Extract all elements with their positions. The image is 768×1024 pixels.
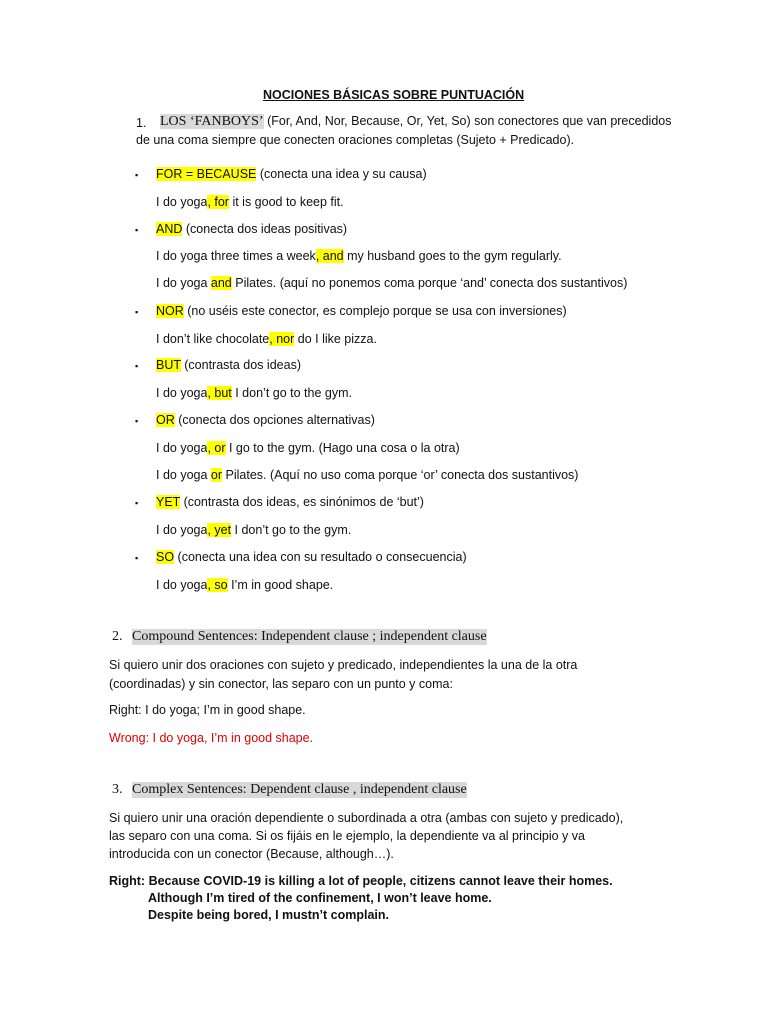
keyword-but: BUT xyxy=(156,358,181,372)
item-desc: (conecta dos opciones alternativas) xyxy=(174,413,375,427)
list-item-nor xyxy=(156,304,567,318)
example-highlight: , nor xyxy=(269,332,295,346)
section3-paragraph-line2: las separo con una coma. Si os fijáis en le ejemplo, la dependiente va al principio y va xyxy=(109,829,585,843)
bullet-icon: ▪ xyxy=(135,416,139,426)
example-or-1 xyxy=(156,441,460,455)
section1-intro-rest: (For, And, Nor, Because, Or, Yet, So) son conectores que van precedidos xyxy=(263,114,672,128)
list-item-so xyxy=(156,550,467,564)
example-highlight: or xyxy=(210,468,223,482)
example-text: my husband goes to the gym regularly. xyxy=(343,249,562,263)
item-desc: (no uséis este conector, es complejo porque se usa con inversiones) xyxy=(183,304,567,318)
example-highlight: , or xyxy=(207,441,226,455)
example-highlight: , and xyxy=(315,249,344,263)
section3-number: 3. xyxy=(112,782,123,797)
bullet-icon: ▪ xyxy=(135,553,139,563)
section1-number: 1. xyxy=(136,116,147,130)
example-for xyxy=(156,195,344,209)
example-text: I don’t go to the gym. xyxy=(231,523,352,537)
example-text: I’m in good shape. xyxy=(227,578,334,592)
example-or-2 xyxy=(156,468,578,482)
example-text: I do yoga xyxy=(156,523,208,537)
list-item-or xyxy=(156,413,375,427)
section2-paragraph-line1: Si quiero unir dos oraciones con sujeto y predicado, independientes la una de la otra xyxy=(109,658,578,672)
example-highlight: , yet xyxy=(207,523,232,537)
section3-heading: Complex Sentences: Dependent clause , independent clause xyxy=(132,782,467,797)
example-text: I do yoga xyxy=(156,386,208,400)
keyword-for: FOR = BECAUSE xyxy=(156,167,257,181)
example-text: I do yoga three times a week xyxy=(156,249,316,263)
example-highlight: , so xyxy=(207,578,228,592)
fanboys-label: LOS ‘FANBOYS’ xyxy=(160,114,264,129)
example-text: I don’t like chocolate xyxy=(156,332,270,346)
example-highlight: , for xyxy=(207,195,229,209)
item-desc: (conecta una idea y su causa) xyxy=(256,167,427,181)
bullet-icon: ▪ xyxy=(135,225,139,235)
example-text: I do yoga xyxy=(156,276,211,290)
bullet-icon: ▪ xyxy=(135,498,139,508)
example-text: do I like pizza. xyxy=(294,332,377,346)
keyword-or: OR xyxy=(156,413,175,427)
example-so xyxy=(156,578,333,592)
example-text: I go to the gym. (Hago una cosa o la otra) xyxy=(225,441,460,455)
list-item-for xyxy=(156,167,427,181)
example-but xyxy=(156,386,352,400)
section3-paragraph-line3: introducida con un conector (Because, although…). xyxy=(109,847,394,861)
example-text: Pilates. (Aquí no uso coma porque ‘or’ conecta dos sustantivos) xyxy=(222,468,579,482)
example-text: I do yoga xyxy=(156,468,211,482)
section3-right-example-2: Although I’m tired of the confinement, I won’t leave home. xyxy=(148,891,492,905)
bullet-icon: ▪ xyxy=(135,170,139,180)
list-item-and xyxy=(156,222,347,236)
keyword-so: SO xyxy=(156,550,175,564)
example-and-2 xyxy=(156,276,627,290)
section3-paragraph-line1: Si quiero unir una oración dependiente o subordinada a otra (ambas con sujeto y predicado), xyxy=(109,811,624,825)
page-title: NOCIONES BÁSICAS SOBRE PUNTUACIÓN xyxy=(263,88,525,102)
section1-intro xyxy=(160,114,671,130)
section2-heading: Compound Sentences: Independent clause ; independent clause xyxy=(132,629,487,644)
keyword-nor: NOR xyxy=(156,304,184,318)
bullet-icon: ▪ xyxy=(135,307,139,317)
item-desc: (conecta dos ideas positivas) xyxy=(182,222,348,236)
example-text: I do yoga xyxy=(156,441,208,455)
list-item-yet xyxy=(156,495,424,509)
example-yet xyxy=(156,523,351,537)
keyword-yet: YET xyxy=(156,495,181,509)
bullet-icon: ▪ xyxy=(135,361,139,371)
section2-wrong-example: Wrong: I do yoga, I’m in good shape. xyxy=(109,731,314,745)
list-item-but xyxy=(156,358,301,372)
example-text: I don’t go to the gym. xyxy=(231,386,352,400)
example-nor xyxy=(156,332,377,346)
example-text: Pilates. (aquí no ponemos coma porque ‘and’ conecta dos sustantivos) xyxy=(231,276,628,290)
example-highlight: and xyxy=(210,276,232,290)
example-text: it is good to keep fit. xyxy=(228,195,344,209)
section3-right-example-3: Despite being bored, I mustn’t complain. xyxy=(148,908,389,922)
example-highlight: , but xyxy=(207,386,232,400)
item-desc: (contrasta dos ideas) xyxy=(180,358,301,372)
section2-paragraph-line2: (coordinadas) y sin conector, las separo con un punto y coma: xyxy=(109,677,453,691)
section3-right-example-1: Right: Because COVID-19 is killing a lot of people, citizens cannot leave their homes. xyxy=(109,874,613,888)
example-text: I do yoga xyxy=(156,195,208,209)
section2-right-example: Right: I do yoga; I’m in good shape. xyxy=(109,703,306,717)
example-text: I do yoga xyxy=(156,578,208,592)
item-desc: (contrasta dos ideas, es sinónimos de ‘but’) xyxy=(180,495,424,509)
section1-intro-line2: de una coma siempre que conecten oraciones completas (Sujeto + Predicado). xyxy=(136,133,575,147)
section2-number: 2. xyxy=(112,629,123,644)
keyword-and: AND xyxy=(156,222,183,236)
example-and-1 xyxy=(156,249,562,263)
item-desc: (conecta una idea con su resultado o consecuencia) xyxy=(174,550,467,564)
